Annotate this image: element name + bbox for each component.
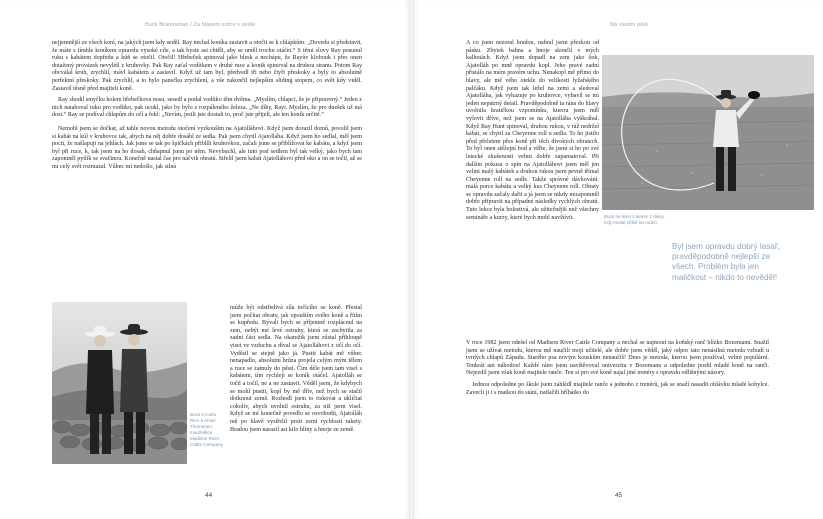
running-head-right: Na vlastní pěst xyxy=(610,22,648,28)
page-number-left: 44 xyxy=(205,492,213,499)
right-paragraph-2: Jednou odpoledne po škole jsem zahlédl majitele ranče a jednoho z trenérů, jak se snaží nasadit ohlávku mladé kobylce. Zavecli ji i s matkou do stání, natlačili hříbátko do xyxy=(466,381,769,396)
right-photo-caption: Buck na lekci s lanem z divky. Kdy Hedal přišel na rodeo. xyxy=(604,214,665,225)
right-paragraph-1: V roce 1982 jsem odešel od Madison River Cattle Company a nechal se najmout na koňský ranč blízko Bozemanu. Snažil jsem se užívat metodu, kterou mě naučili moji učitelé, ale dobře jsem věděl, jaký odpor tato nenásilná metoda vzbudí u tvrdých chlapů Západu. Starého psa novým kouskům nenaučíš! Dnes je metoda, kterou jsem používal, velmi populární. Tenkrát ani náhodou! Každé ráno jsem navštěvoval univerzitu v Bozemanu a odpoledne jezdil mladé koně na ranči. Nejezdil jsem však koně majitele ranče. Ten si pro své koně najal jiné trenéry s opravdu odlišnými názory. xyxy=(466,340,769,377)
right-column-paragraph: A co jsem nezoral bradou, nabral jsem přezkou od pásku. Zbytek bahna a hnoje skončil v mých kalhotách. Když jsem dopadl na zem jako žok, Ajatolláh po mně opravdu kopl. Jeho pravé zadní přistálo na mém pravém uchu. Nenakopl mě přímo do hlavy, ale mě vého otekle do velikosti lyžařského palčáku. Když jsem tak ležel na zemi a sledoval Ajatolláha, jak vyhazuje po kruhovce, vybavil se mi jeden nepatrný detail. Pravděpodobně ta rána do hlavy uvolnila kratičkou vzpomínku, kterou jsem měl vylovit dříve, než jsem se na Ajatolláha vyškrábal. Když Ray Hunt spinoval, druhou rukou, v níž nedržel kabát, se chytil za Cheyenne roll u sedla. To ho jistilo před přeletem přes koně při těch divokých obratech. To byl onen stěžejní bod a věřte, že jsem si ho po své letecké zkušenosti velmi dobře zapamatoval. Při dalším pokusu o spin na Ajatolláhovi jsem měl jen velmi malý kabátek a druhou rukou jsem pevně třímal Cheyenne roll na sedle. Takže správné dávkování: malá porce kabátu a velký kus Cheyenne roll. Obraty se opravdu začaly dařit a já jsem se nikdy nezapomněl dobře připravit na případné následky rychlých obratů. Tuto lekce byla bolestivá, ale užitečnější než všechny semináře a kurzy, které bych mohl navštívit. xyxy=(466,40,599,221)
left-paragraph-1: nejjemnější ze všech koní, na jakých jsem kdy seděl. Ray nechal koníka zastavit a otočit se k chlápkům: „Dovedu si představit, že máte s tímhle koníkem opravdu vysoké cíle, a tak byste asi chtěli, aby se uměl trochu otáčet.“ S těmi slovy Ray posunul ruku s kabátem dopředu a kůň se otočil. Otočil! Hřebeček spinoval jako blesk a nechápu, že Rayův klobouk i přes onen dotažený provázek nevylétl z kruhovky. Pak Ray zaťal vodítkem v druhé ruce a konik spinoval na druhou stranu. Potom Ray obcválal kruh, zrychlil, mávl kabátem a zastavil. Když už tam byl, předvedl tři nebo čtyři přeskoky a byly to absolutně perfektní přeskoky. Pak zrychlil, a to bylo panečku zrychlení, a vše zakončil nejlepším sliding stopem, co svět kdy viděl. Zastavil těsně před majiteli koně. xyxy=(52,40,362,92)
roping-photo xyxy=(602,55,814,210)
left-photo-caption: Buck s Carlo Rico a Ahnie Thomsnen, manželkou Madison River Cattle Company xyxy=(190,412,223,447)
pull-quote: Byl jsem opravdu dobrý lasař, pravděpodobně nejlepší ze všech. Problém byla jen maličkost – nikdo to nevěděl! xyxy=(672,242,780,282)
left-wrap-text xyxy=(230,305,362,438)
left-paragraph-2: Ray shodil smyčku kolem hřebečkova nosu, sesedl a podal vodítko těm dvěma. „Myslím, chlapci, že je připravený.“ Jeden z nich nataboval ruku pro vodítko, pak ucukl, jako by bylo z rozpáleného železa. „Ne díky, Rayi. Myslím, že pro dnešek už má dost.“ Ray se podíval chlapům do očí a řekl: „Nevím, jestli jste dostali to, proč jste přijeli, ale ten koník určitě.“ xyxy=(52,97,362,119)
running-head-left: Buck Brannaman / Za hlasem srdce v sedle xyxy=(145,22,256,28)
two-cowboys-photo xyxy=(52,302,187,464)
left-wrap-paragraph: může být odstředivá síla točícího se koně. Přestal jsem počítat obraty, jak opouštím svého koně a řítím se kupředu. Bývali bych se příjemně rozplácnul na zem, nebýt mé levé ostruhy, která se zachytila za zadní část sedla. Na okamžik jsem zůstal přihloupě viset ve vzduchu a díval se Ajatolláhovi z očí do očí. Vyděsil se stejně jako já. Pustit kabát mě vůbec nenapadlo, absolutní hrůza projela celým mým tělem a ruce se zatnuly do pěstí. Čím déle jsem tam visel s kabátem, tím rychleji se koník otáčel. Ajatolláh se točil a točil, ne a ne zastavit. Věděl jsem, že kdybych se mohl pustit, kopl by mě dřív, než bych se stačil dotknout země. Rozhodl jsem to riskovat a uklíčtat cokoliv, abych uvolnil ostruhu, za niž jsem visel. Když se mi konečně povedlo se osvobodit, Ajatolláh mě po hlavě vystřelil proti zemi rychlostí rakety. Bradou jsem narazil asi kilo hlíny a hnoje ze země. xyxy=(230,305,362,433)
right-body-text xyxy=(466,340,769,401)
left-paragraph-3: Nemohl jsem se dočkat, až tahle novou metodu otočení vyzkouším na Ajatolláhovi. Když jsem dorazil domů, povolil jsem si kabát na kůl v kruhovce tak, abych na něj dobře dosáhl ze sedla. Pak jsem chytil Ajatolláha. Když jsem ho sedlal, měl jsem pocit, že našlapuji na jehlách. Jak jsme se tak po špičkách přiblíli kruhovkou, začali jsme se přiblížovat ke kabátu, a když jsem byl při ruce, k, tak jsem na ho dosah, chňapnul jsem po něm. Nevybuchl, ale tuto pod sedlem byl tak velký, jako bych tam zapomněl pytlík se svačinou. Konečně nastal čas pro náčvik obratů. Střelil jsem kabát Ajatolláhovi před oko a on se točil, až se mi celý svět rozmazal. Vůbec mi nedošlo, jak silná xyxy=(52,125,362,170)
right-column-text xyxy=(466,40,599,226)
two-cowboys-illustration xyxy=(52,302,187,464)
left-body-text xyxy=(52,40,362,176)
right-page xyxy=(412,0,823,519)
page-number-right: 45 xyxy=(615,492,623,499)
left-page xyxy=(0,0,411,519)
roping-boy-illustration xyxy=(602,55,814,210)
